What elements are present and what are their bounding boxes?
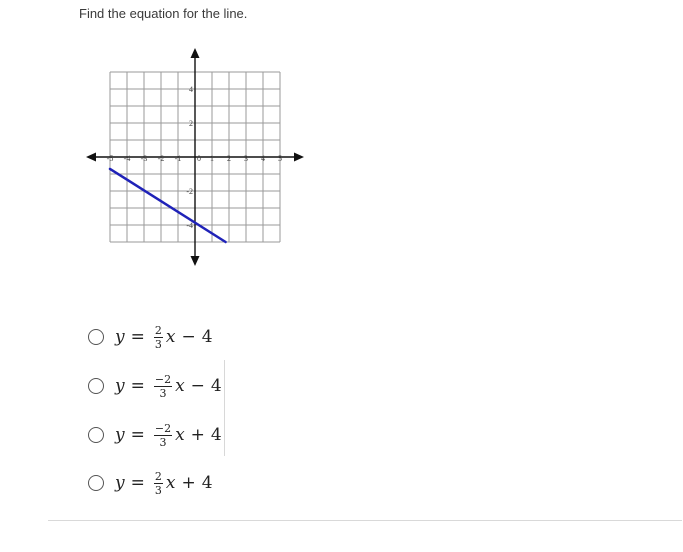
x-tick-label: 4 bbox=[261, 154, 265, 163]
option-equation: y = $\frac{-2}{3}$ x + 4 bbox=[115, 421, 222, 449]
x-tick-label: -2 bbox=[157, 154, 165, 163]
section-divider bbox=[48, 520, 682, 521]
radio-button[interactable] bbox=[88, 475, 104, 491]
y-tick-label: -2 bbox=[186, 187, 193, 196]
x-tick-label: -3 bbox=[140, 154, 148, 163]
question-prompt: Find the equation for the line. bbox=[79, 6, 248, 21]
option-4[interactable] bbox=[88, 468, 278, 498]
x-tick-label: 0 bbox=[197, 154, 201, 163]
fraction: $\frac{2}{3}$ bbox=[154, 469, 162, 497]
option-equation: y = $\frac{-2}{3}$ x − 4 bbox=[115, 372, 222, 400]
option-equation: y = $\frac{2}{3}$ x − 4 bbox=[115, 323, 213, 351]
y-tick-label: -4 bbox=[186, 221, 193, 230]
x-tick-label: 2 bbox=[227, 154, 231, 163]
x-tick-label: -4 bbox=[123, 154, 131, 163]
x-axis-right-arrow bbox=[294, 153, 304, 162]
option-1[interactable] bbox=[88, 322, 278, 352]
y-axis-up-arrow bbox=[191, 48, 200, 58]
coordinate-graph bbox=[84, 46, 306, 268]
text-cursor-line bbox=[224, 360, 225, 456]
y-tick-label: 4 bbox=[189, 85, 193, 94]
y-axis-down-arrow bbox=[191, 256, 200, 266]
option-equation: y = $\frac{2}{3}$ x + 4 bbox=[115, 469, 213, 497]
graph-axes bbox=[86, 48, 304, 266]
x-tick-label: -5 bbox=[106, 154, 114, 163]
x-axis-left-arrow bbox=[86, 153, 96, 162]
option-2[interactable] bbox=[88, 371, 278, 401]
radio-button[interactable] bbox=[88, 378, 104, 394]
x-tick-label: -1 bbox=[174, 154, 182, 163]
x-tick-label: 1 bbox=[210, 154, 214, 163]
radio-button[interactable] bbox=[88, 329, 104, 345]
fraction: $\frac{-2}{3}$ bbox=[154, 421, 172, 449]
x-tick-label: 5 bbox=[278, 154, 282, 163]
y-tick-label: 2 bbox=[189, 119, 193, 128]
fraction: $\frac{2}{3}$ bbox=[154, 323, 162, 351]
option-3[interactable] bbox=[88, 420, 278, 450]
radio-button[interactable] bbox=[88, 427, 104, 443]
x-tick-label: 3 bbox=[244, 154, 248, 163]
fraction: $\frac{-2}{3}$ bbox=[154, 372, 172, 400]
